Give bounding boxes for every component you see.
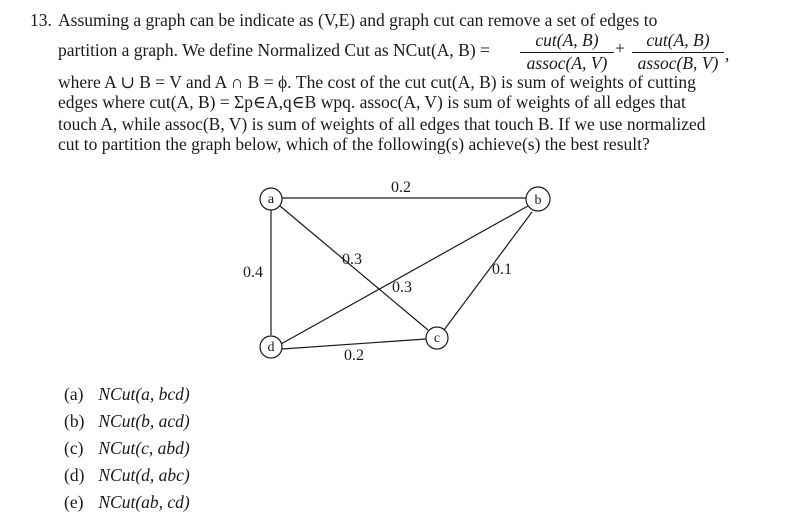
fraction-b-denominator: assoc(B, V) (632, 52, 724, 74)
question-line-6: cut to partition the graph below, which of the following(s) achieve(s) the best result? (58, 134, 650, 154)
option-e-text: NCut(ab, cd) (98, 492, 190, 512)
node-b-label: b (534, 193, 542, 208)
node-a (260, 188, 282, 210)
option-d-text: NCut(d, abc) (98, 465, 190, 485)
edge-label-a-c: 0.3 (342, 251, 362, 268)
option-d-letter: (d) (64, 465, 85, 485)
question-line-5: touch A, while assoc(B, V) is sum of weights of all edges that touch B. If we use normalized (58, 114, 706, 134)
option-a-text: NCut(a, bcd) (98, 384, 190, 404)
comma: , (725, 44, 730, 64)
option-e[interactable] (64, 492, 190, 513)
edge-label-a-b: 0.2 (391, 179, 411, 196)
edge-label-a-d: 0.4 (243, 264, 263, 281)
node-a-label: a (267, 192, 275, 207)
option-b[interactable] (64, 411, 190, 432)
edge-label-d-b: 0.3 (392, 279, 412, 296)
option-c[interactable] (64, 438, 190, 459)
node-d-label: d (267, 340, 275, 355)
option-b-letter: (b) (64, 411, 85, 431)
edge-label-d-c: 0.2 (344, 347, 364, 364)
option-c-text: NCut(c, abd) (98, 438, 190, 458)
node-c-label: c (433, 331, 441, 346)
plus-sign: + (615, 38, 625, 58)
question-line-2: partition a graph. We define Normalized Cut as NCut(A, B) = (58, 40, 490, 60)
question-line-1: Assuming a graph can be indicate as (V,E) and graph cut can remove a set of edges to (58, 10, 658, 30)
fraction-a-numerator: cut(A, B) (535, 30, 599, 50)
question-line-4: edges where cut(A, B) = Σp∈A,q∈B wpq. assoc(A, V) is sum of weights of all edges that (58, 92, 686, 112)
question-number: 13. (30, 10, 52, 30)
edge-a-c (280, 206, 428, 330)
edge-d-b (281, 206, 528, 344)
option-a-letter: (a) (64, 384, 84, 404)
fraction-b-numerator: cut(A, B) (646, 30, 710, 50)
option-d[interactable] (64, 465, 190, 486)
option-c-letter: (c) (64, 438, 84, 458)
fraction-a-denominator: assoc(A, V) (520, 52, 614, 74)
node-d (260, 336, 282, 358)
question-line-3: where A ∪ B = V and A ∩ B = ϕ. The cost of the cut cut(A, B) is sum of weights of cutting (58, 72, 696, 92)
node-b (526, 187, 550, 211)
option-e-letter: (e) (64, 492, 84, 512)
edge-b-c (444, 212, 532, 330)
option-b-text: NCut(b, acd) (98, 411, 190, 431)
node-c (426, 327, 448, 349)
edge-label-b-c: 0.1 (492, 261, 512, 278)
option-a[interactable] (64, 384, 190, 405)
